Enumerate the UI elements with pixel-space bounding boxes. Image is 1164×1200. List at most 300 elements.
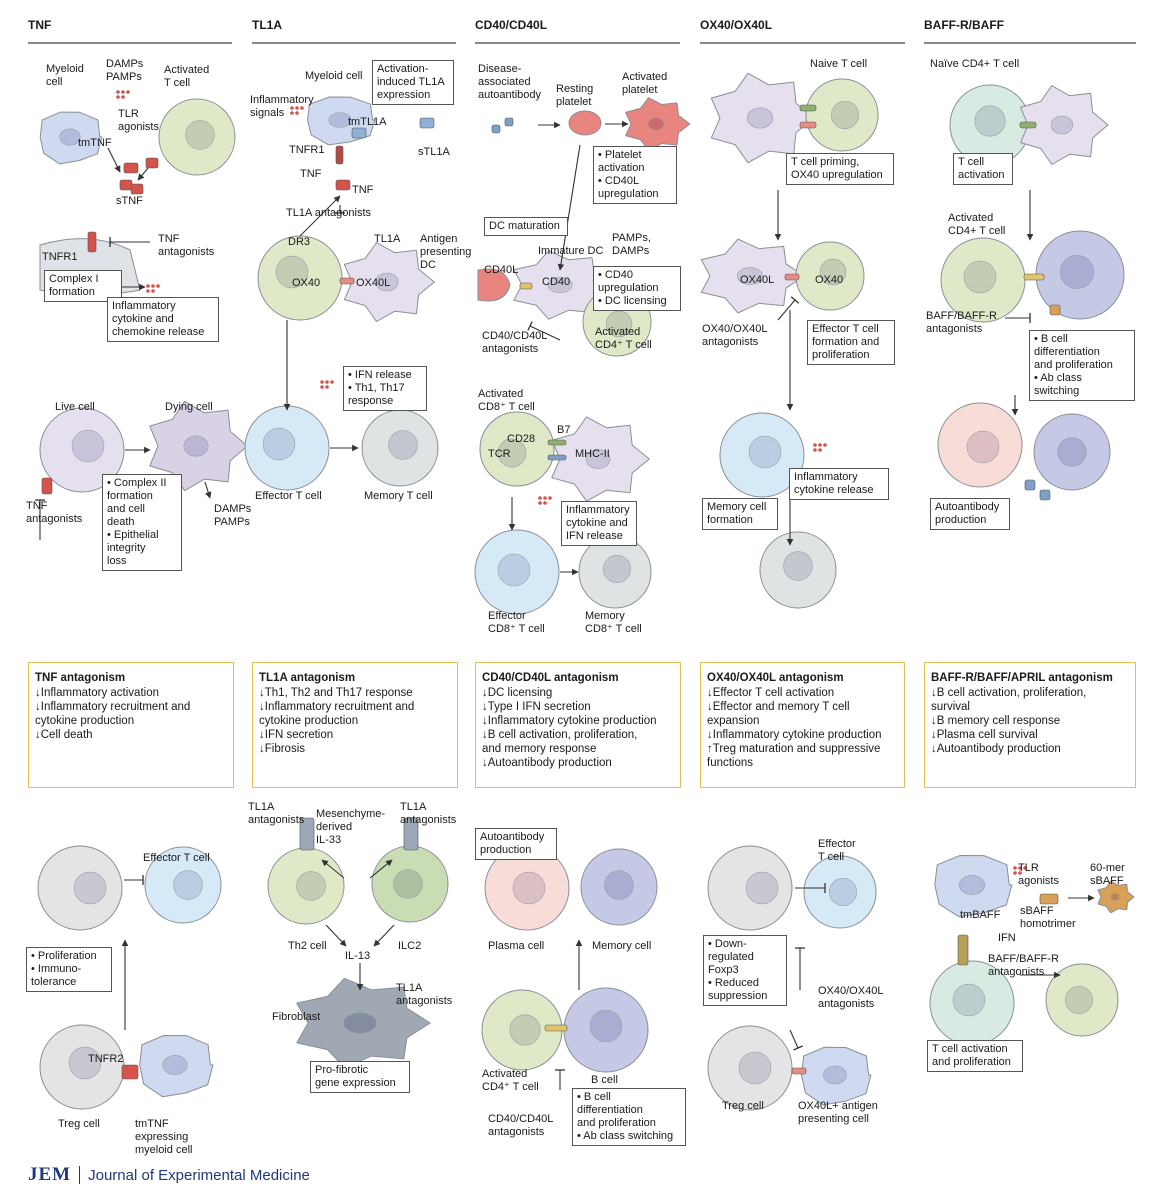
callout-line: IFN release (566, 530, 623, 542)
label-ba-antagonists-line: antagonists (926, 323, 983, 335)
label-tl-tnf-line: TNF (300, 168, 322, 180)
label-cd-b7-line: B7 (557, 424, 571, 436)
label-l-tmtnf-myeloid (135, 1118, 192, 1157)
callout-ba-tact (953, 153, 1013, 185)
label-l-ba-tlr (1018, 862, 1059, 888)
callout-line: expression (377, 89, 431, 101)
label-tnf-antagonists2-line: TNF (26, 500, 48, 512)
cd-cd40-pair (520, 283, 532, 289)
ox-ox40-pair (785, 274, 799, 280)
cd-autoantibody-2 (505, 118, 513, 126)
label-l-tl1a-ant2-line: TL1A (400, 801, 427, 813)
label-tnf-live (55, 401, 95, 414)
label-l-act-cd4-line: Activated (482, 1068, 528, 1080)
callout-line: chemokine release (112, 326, 205, 338)
label-l-ba-ant (988, 953, 1059, 979)
label-cd-immature-line: Immature DC (538, 245, 604, 257)
callout-tnf-complex2 (102, 474, 182, 571)
label-l-cd40-ant (488, 1113, 553, 1139)
callout-line: Autoantibody (480, 831, 545, 843)
label-ox-antagonists-line: OX40/OX40L (702, 323, 768, 335)
label-l-ba-ant-line: BAFF/BAFF-R (988, 953, 1059, 965)
column-title: BAFF-R/BAFF (924, 18, 1004, 32)
callout-l-profib (310, 1061, 410, 1093)
label-ba-act-line: CD4+ T cell (948, 225, 1006, 237)
callout-cd-platelet (593, 146, 677, 204)
callout-line: • DC licensing (598, 295, 667, 307)
label-tl-dr3 (288, 236, 310, 249)
label-l-act-cd4 (482, 1068, 539, 1094)
cd-inflam-dots-4 (543, 501, 547, 505)
summary-title: CD40/CD40L antagonism (482, 672, 619, 684)
tnf-cytokines-1 (151, 284, 155, 288)
label-l-il13 (345, 950, 370, 963)
label-l-ba-sbaff-line: homotrimer (1020, 918, 1076, 930)
column-header-2 (475, 18, 680, 44)
summary-title: BAFF-R/BAFF/APRIL antagonism (931, 672, 1113, 684)
tnf-stnf-2 (131, 184, 143, 194)
label-l-ox-apc-line: OX40L+ antigen (798, 1100, 878, 1112)
tl-tnf (336, 180, 350, 190)
label-tnf-damps (106, 58, 143, 84)
label-l-ba-60mer-line: 60-mer (1090, 862, 1125, 874)
cd-inflam-dots-0 (538, 496, 542, 500)
label-l-ilc2 (398, 940, 421, 953)
label-l-ba-ifn (998, 932, 1016, 945)
l-ilc2-cell-nucleus (394, 870, 423, 899)
label-l-ox-ant (818, 985, 883, 1011)
label-ba-antagonists-line: BAFF/BAFF-R (926, 310, 997, 322)
label-tnf-tlr-line: TLR (118, 108, 139, 120)
summary-title: TL1A antagonism (259, 672, 356, 684)
label-l-ox-ant-line: antagonists (818, 998, 875, 1010)
label-ba-act (948, 212, 1005, 238)
label-l-act-cd4-line: CD4⁺ T cell (482, 1081, 539, 1093)
label-l-mesen-line: IL-33 (316, 834, 342, 846)
l-ilc2-to-il13 (374, 925, 394, 946)
tnf-tmtnf-2 (146, 158, 158, 168)
callout-line: Inflammatory (566, 504, 630, 516)
label-l-ox-apc (798, 1100, 878, 1126)
label-tnf-activated-t-line: T cell (164, 77, 191, 89)
callout-line: • B cell (577, 1091, 611, 1103)
callout-line: differentiation (1034, 346, 1100, 358)
ba-b-cell-nucleus (1060, 255, 1093, 288)
callout-line: • Down- (708, 938, 747, 950)
column-rule (924, 42, 1136, 44)
label-tl-ox40 (292, 277, 320, 290)
label-tnf-activated-t (164, 64, 209, 90)
label-l-ox-eff-line: Effector (818, 838, 856, 850)
label-tnf-antagonists1-line: TNF (158, 233, 180, 245)
tnf-activated-t-cell-nucleus (186, 121, 215, 150)
label-tl-memory-line: Memory T cell (364, 490, 433, 502)
callout-tnf-cytokine (107, 297, 219, 342)
ba-naive-cd4-cell-nucleus (975, 106, 1005, 136)
callout-cd-dcmat (484, 217, 568, 236)
label-cd-mem-cd8-line: Memory (585, 610, 625, 622)
callout-line: differentiation (577, 1104, 643, 1116)
ox-naive-t-cell-nucleus (831, 101, 858, 128)
label-cd-auto (478, 63, 541, 102)
column-rule (700, 42, 905, 44)
label-l-treg-line: Treg cell (58, 1118, 100, 1130)
l-th2-to-il13 (326, 925, 346, 946)
summary-line: expansion (707, 715, 760, 727)
summary-line: ↓Effector T cell activation (707, 687, 835, 699)
callout-line: integrity (107, 542, 146, 554)
tl-ifn-dots-4 (325, 385, 329, 389)
label-tl-ox40l (356, 277, 390, 290)
tl-memory-cell-nucleus (389, 431, 418, 460)
callout-line: • CD40L (598, 175, 640, 187)
label-tnf-tlr-line: agonists (118, 121, 159, 133)
label-l-tmtnf-myeloid-line: tmTNF (135, 1118, 169, 1130)
label-cd-tcr-line: TCR (488, 448, 511, 460)
tl-effector-cell-nucleus (263, 428, 295, 460)
label-l-th2-line: Th2 cell (288, 940, 327, 952)
summary-line: ↓Inflammatory cytokine production (707, 729, 882, 741)
label-cd-auto-line: associated (478, 76, 531, 88)
label-cd-activated (622, 71, 667, 97)
tnf-cytokines-0 (146, 284, 150, 288)
label-tl-memory (364, 490, 433, 503)
summary-line: ↓DC licensing (482, 687, 553, 699)
label-l-tmtnf-myeloid-line: myeloid cell (135, 1144, 193, 1156)
summary-line: ↓Autoantibody production (931, 743, 1061, 755)
label-l-th2 (288, 940, 327, 953)
cd-inflam-dots-2 (548, 496, 552, 500)
ba-antibodies-2 (1040, 490, 1050, 500)
callout-line: and proliferation (932, 1056, 1011, 1068)
label-cd-mem-cd8 (585, 610, 642, 636)
label-ox-antagonists-line: antagonists (702, 336, 759, 348)
label-l-memcell (592, 940, 651, 953)
cd-resting-platelet (569, 111, 601, 135)
summary-line: ↓Cell death (35, 729, 93, 741)
cd-autoantibody (492, 125, 500, 133)
summary-line: survival (931, 701, 970, 713)
callout-line: • Complex II (107, 477, 167, 489)
summary-line: cytokine production (35, 715, 135, 727)
label-ba-naive-line: Naïve CD4+ T cell (930, 58, 1020, 70)
label-l-tl1a-ant1-line: antagonists (248, 814, 305, 826)
ba-antibodies (1025, 480, 1035, 490)
callout-ox-priming (786, 153, 894, 185)
label-cd-mhc-line: MHC-II (575, 448, 610, 460)
column-rule (475, 42, 680, 44)
label-ba-antagonists (926, 310, 997, 336)
ox-inflam-dots-4 (818, 448, 822, 452)
label-tl-antagonists (286, 207, 371, 220)
label-l-treg (58, 1118, 100, 1131)
label-cd-auto-line: Disease- (478, 63, 522, 75)
label-cd-resting (556, 83, 593, 109)
callout-ox-inflam (789, 468, 889, 500)
label-l-tnfr2 (88, 1053, 123, 1066)
label-cd-pamps (612, 232, 651, 258)
label-l-ba-tlr-line: TLR (1018, 862, 1039, 874)
l-ba-receptors (958, 935, 968, 965)
tnf-cytokines-3 (146, 289, 150, 293)
callout-line: cytokine and (566, 517, 628, 529)
column-rule (28, 42, 232, 44)
label-cd-antagonists-line: CD40/CD40L (482, 330, 548, 342)
label-l-tl1a-ant3 (396, 982, 452, 1008)
label-tl-inflam-line: signals (250, 107, 285, 119)
label-ox-ox40 (815, 274, 843, 287)
callout-line: formation (107, 490, 153, 502)
callout-line: • Th1, Th17 (348, 382, 405, 394)
summary-line: ↓B cell activation, proliferation, (931, 687, 1087, 699)
ox-inflam-dots-1 (818, 443, 822, 447)
label-cd-resting-line: platelet (556, 96, 592, 108)
label-cd-antagonists-line: antagonists (482, 343, 539, 355)
callout-line: Inflammatory (794, 471, 858, 483)
column-header-0 (28, 18, 232, 44)
label-tl-effector-line: Effector T cell (255, 490, 322, 502)
summary-line: ↓Effector and memory T cell (707, 701, 850, 713)
l-ba-sbaff (1040, 894, 1058, 904)
label-cd-act-cd4 (595, 326, 652, 352)
ba-dc-nucleus (1051, 116, 1073, 134)
l-ox-antag-block-bar (793, 1046, 802, 1050)
summary-line: ↓Plasma cell survival (931, 729, 1038, 741)
label-tnf-live-line: Live cell (55, 401, 95, 413)
label-tl-ox40l-line: OX40L (356, 277, 391, 289)
label-ox-naive-line: Naive T cell (810, 58, 868, 70)
label-tnf-damps2-line: DAMPs (214, 503, 252, 515)
callout-tl-activation (372, 60, 454, 105)
l-ox40-pair (792, 1068, 806, 1074)
l-memory-cell-nucleus (605, 871, 634, 900)
summary-line: ↓Fibrosis (259, 743, 306, 755)
cd-inflam-dots-1 (543, 496, 547, 500)
callout-l-downreg (703, 935, 787, 1006)
callout-line: production (480, 844, 532, 856)
label-cd-b7 (557, 424, 570, 437)
callout-line: Complex I (49, 273, 99, 285)
tnf-receptor-live (42, 478, 52, 494)
ox-memory-cell-2-nucleus (784, 552, 813, 581)
callout-ba-bdiff (1029, 330, 1135, 401)
l-ox-eff-cell-nucleus (829, 878, 856, 905)
label-l-bcell-line: B cell (591, 1074, 618, 1086)
cd-cd28-b7 (548, 440, 566, 445)
label-l-tl1a-ant3-line: antagonists (396, 995, 453, 1007)
tl-ifn-dots-1 (325, 380, 329, 384)
label-cd-mhc (575, 448, 610, 461)
summary-line: ↑Treg maturation and suppressive (707, 743, 881, 755)
label-l-ox-apc-line: presenting cell (798, 1113, 869, 1125)
label-tnf-stnf (116, 195, 143, 208)
label-tnf-damps-line: PAMPs (106, 71, 142, 83)
label-tnf-damps-line: DAMPs (106, 58, 144, 70)
label-l-ba-ifn-line: IFN (998, 932, 1016, 944)
summary-line: ↓Inflammatory recruitment and (35, 701, 191, 713)
label-cd-mem-cd8-line: CD8⁺ T cell (585, 623, 642, 635)
column-header-1 (252, 18, 456, 44)
callout-ox-effector (807, 320, 895, 365)
column-title: TL1A (252, 18, 282, 32)
label-l-ox-treg (722, 1100, 764, 1113)
label-l-tnfr2-line: TNFR2 (88, 1053, 124, 1065)
ox-inflam-dots-0 (813, 443, 817, 447)
callout-line: cytokine and (112, 313, 174, 325)
label-cd-act-cd8-line: CD8⁺ T cell (478, 401, 535, 413)
label-tnf-damps2-line: PAMPs (214, 516, 250, 528)
callout-line: production (935, 514, 987, 526)
callout-line: • Platelet (598, 149, 642, 161)
label-tl-myeloid-line: Myeloid cell (305, 70, 363, 82)
l-b-cell-nucleus (590, 1010, 622, 1042)
summary-line: ↓Inflammatory activation (35, 687, 159, 699)
label-cd-activated-line: Activated (622, 71, 668, 83)
footer-divider (79, 1166, 80, 1184)
callout-line: formation (707, 514, 753, 526)
tl-tmtl1a (352, 128, 366, 138)
label-cd-cd40-line: CD40 (542, 276, 571, 288)
l-ba-t-cell-nucleus (953, 984, 985, 1016)
tnf-damps-2 (126, 90, 130, 94)
callout-line: and proliferation (1034, 359, 1113, 371)
tnf-stnf (120, 180, 132, 190)
callout-line: proliferation (812, 349, 870, 361)
label-tnf-myeloid-line: cell (46, 76, 63, 88)
callout-tl-ifn (343, 366, 427, 411)
callout-ox-memory (702, 498, 778, 530)
label-tl-antagonists-line: TL1A antagonists (286, 207, 372, 219)
label-tnf-myeloid (46, 63, 84, 89)
label-l-ba-tmbaff-line: tmBAFF (960, 909, 1001, 921)
label-tl-tmtl1a-line: tmTL1A (348, 116, 387, 128)
callout-line: T cell activation (932, 1043, 1008, 1055)
label-l-memcell-line: Memory cell (592, 940, 652, 952)
label-l-tl1a-ant2 (400, 801, 456, 827)
label-tnf-myeloid-line: Myeloid (46, 63, 84, 75)
callout-line: upregulation (598, 188, 659, 200)
callout-line: Foxp3 (708, 964, 739, 976)
label-tl-tnfr1-line: TNFR1 (289, 144, 325, 156)
label-tl-tnf (300, 168, 321, 181)
callout-line: T cell (958, 156, 985, 168)
summary-line: ↓Inflammatory recruitment and (259, 701, 415, 713)
column-rule (252, 42, 456, 44)
label-tnf-activated-t-line: Activated (164, 64, 210, 76)
summary-box-1 (252, 662, 458, 788)
label-tl-tnf2 (352, 184, 373, 197)
callout-line: T cell priming, (791, 156, 860, 168)
callout-line: OX40 upregulation (791, 169, 883, 181)
label-tl-apc-line: Antigen (420, 233, 458, 245)
label-l-il13-line: IL-13 (345, 950, 371, 962)
callout-line: Inflammatory (112, 300, 176, 312)
callout-line: • IFN release (348, 369, 412, 381)
l-ox-treg-1-nucleus (746, 872, 778, 904)
label-l-ba-60mer-line: sBAFF (1090, 875, 1124, 887)
column-title: OX40/OX40L (700, 18, 773, 32)
tnf-damps-1 (121, 90, 125, 94)
label-ox-naive (810, 58, 867, 71)
callout-l-autoprod (475, 828, 557, 860)
summary-line: ↓Autoantibody production (482, 757, 612, 769)
label-l-tl1a-ant1-line: TL1A (248, 801, 275, 813)
label-l-ilc2-line: ILC2 (398, 940, 422, 952)
label-tl-tmtl1a (348, 116, 387, 129)
summary-line: ↓IFN secretion (259, 729, 334, 741)
callout-line: • Epithelial (107, 529, 159, 541)
label-tl-apc-line: presenting (420, 246, 472, 258)
summary-title: OX40/OX40L antagonism (707, 672, 844, 684)
label-cd-cd40 (542, 276, 570, 289)
tnf-cytokines-2 (156, 284, 160, 288)
label-tnf-stnf-line: sTNF (116, 195, 143, 207)
label-l-bcell (591, 1074, 618, 1087)
callout-line: Memory cell (707, 501, 767, 513)
callout-line: regulated (708, 951, 754, 963)
cd-effector-cd8-cell-nucleus (498, 554, 530, 586)
summary-box-0 (28, 662, 234, 788)
callout-line: suppression (708, 990, 768, 1002)
label-ba-naive (930, 58, 1019, 71)
l-tnfr2 (122, 1065, 138, 1079)
ba-cd40-pair (1024, 274, 1044, 280)
label-tl-tnf2-line: TNF (352, 184, 374, 196)
ba-tcr-pair (1020, 122, 1036, 128)
label-cd-cd28 (507, 433, 535, 446)
label-cd-act-cd4-line: CD4⁺ T cell (595, 339, 652, 351)
label-tl-inflam (250, 94, 314, 120)
callout-line: Activation- (377, 63, 429, 75)
label-tl-stl1a (418, 146, 450, 159)
ox-priming-pair (800, 105, 816, 111)
label-cd-pamps-line: DAMPs (612, 245, 650, 257)
label-cd-cd28-line: CD28 (507, 433, 536, 445)
summary-line: ↓B cell activation, proliferation, (482, 729, 638, 741)
l-ox-treg-cell-nucleus (739, 1052, 771, 1084)
label-cd-resting-line: Resting (556, 83, 594, 95)
tnf-tmtnf (124, 163, 138, 173)
summary-line: ↓Th1, Th2 and Th17 response (259, 687, 413, 699)
callout-l-prolif (26, 947, 112, 992)
column-header-4 (924, 18, 1136, 44)
l-plasma-cell-nucleus (513, 872, 545, 904)
callout-line: • Proliferation (31, 950, 97, 962)
summary-line: ↓Inflammatory cytokine production (482, 715, 657, 727)
label-tnf-dying (165, 401, 213, 414)
label-tnf-antagonists2-line: antagonists (26, 513, 83, 525)
cd-memory-cd8-cell-nucleus (603, 555, 630, 582)
callout-line: • Reduced (708, 977, 759, 989)
tnf-damps-out (205, 482, 210, 498)
l-treg-gray-1-nucleus (74, 872, 106, 904)
l-ba-t-cell-2-nucleus (1065, 986, 1092, 1013)
summary-line: ↓Type I IFN secretion (482, 701, 591, 713)
label-cd-cd40l (484, 264, 518, 277)
tl-ifn-dots-0 (320, 380, 324, 384)
tnf-tnfr1 (88, 232, 96, 252)
label-tnf-dying-line: Dying cell (165, 401, 213, 413)
callout-line: formation and (812, 336, 880, 348)
callout-cd-inflam (561, 501, 637, 546)
callout-line: death (107, 516, 135, 528)
l-tmtnf-myeloid-nucleus (163, 1055, 187, 1074)
label-l-treg-eff-line: Effector T cell (143, 852, 210, 864)
l-fibroblast-nucleus (343, 1013, 376, 1033)
l-ba-tlr-dots-0 (1013, 866, 1017, 870)
ba-baffr (1050, 305, 1060, 315)
ox-antag-block-bar (791, 297, 799, 303)
